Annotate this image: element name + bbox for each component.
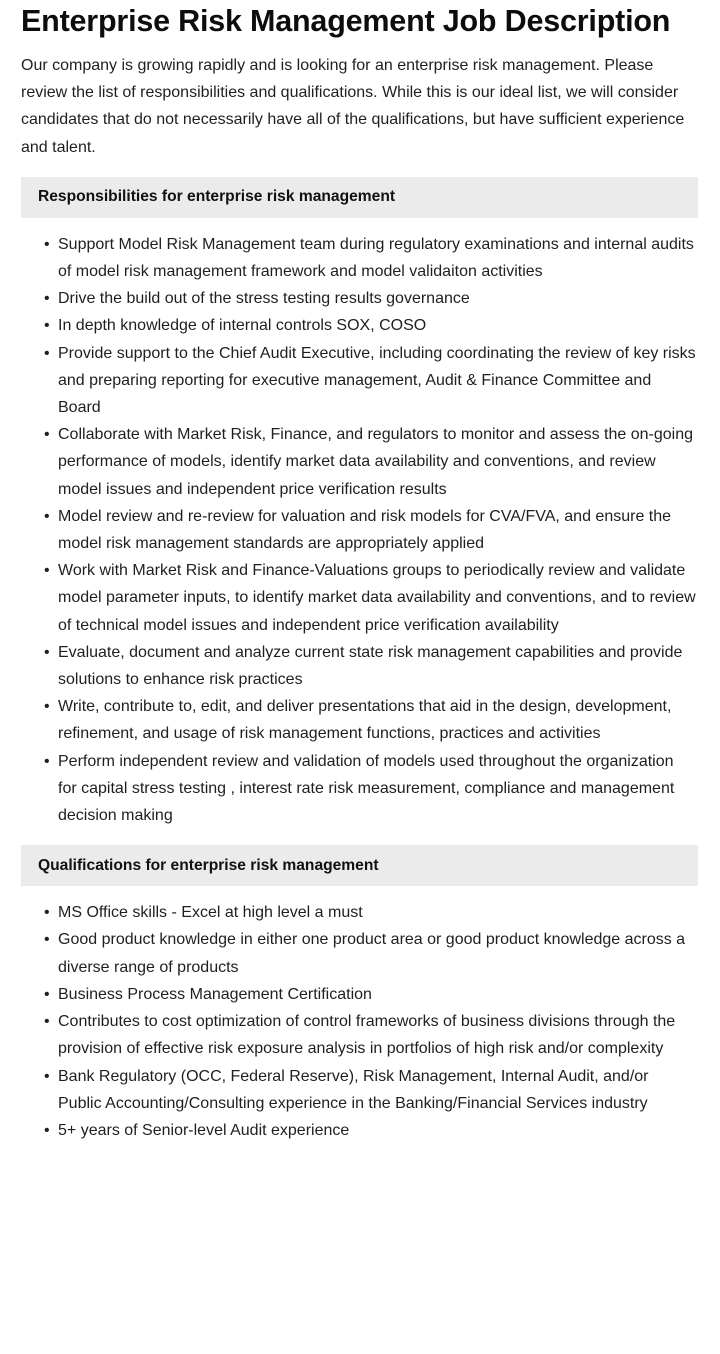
- list-item: • Write, contribute to, edit, and deliver presentations that aid in the design, development, refinement, and usage of risk management functions, practices and activities: [58, 693, 696, 747]
- list-item: • Drive the build out of the stress testing results governance: [58, 285, 696, 312]
- list-item: • Model review and re-review for valuation and risk models for CVA/FVA, and ensure the model risk management standards are appropriately applied: [58, 503, 696, 557]
- responsibilities-list: [0, 218, 720, 829]
- list-item: • Provide support to the Chief Audit Executive, including coordinating the review of key risks and preparing reporting for executive management, Audit & Finance Committee and Board: [58, 340, 696, 422]
- list-item: • Good product knowledge in either one product area or good product knowledge across a diverse range of products: [58, 926, 696, 980]
- responsibilities-section-header: [21, 177, 698, 218]
- list-item: • Contributes to cost optimization of control frameworks of business divisions through the provision of effective risk exposure analysis in portfolios of high risk and/or complexity: [58, 1008, 696, 1062]
- page-title: Enterprise Risk Management Job Description: [21, 4, 671, 38]
- list-item: • Bank Regulatory (OCC, Federal Reserve), Risk Management, Internal Audit, and/or Public Accounting/Consulting experience in the Banking/Financial Services industry: [58, 1063, 696, 1117]
- qualifications-header-label: Qualifications for enterprise risk management: [38, 856, 379, 874]
- responsibilities-section: [0, 177, 720, 829]
- intro-paragraph: Our company is growing rapidly and is looking for an enterprise risk management. Please review the list of responsibilities and qualifications. While this is our ideal list, we will consider candidates that do not necessarily have all of the qualifications, but have sufficient experience and talent.: [21, 57, 685, 156]
- list-item: • MS Office skills - Excel at high level a must: [58, 899, 696, 926]
- list-item: • In depth knowledge of internal controls SOX, COSO: [58, 312, 696, 339]
- list-item: • Evaluate, document and analyze current state risk management capabilities and provide solutions to enhance risk practices: [58, 639, 696, 693]
- qualifications-list: [0, 886, 720, 1144]
- qualifications-section: [0, 845, 720, 1144]
- qualifications-section-header: [21, 845, 698, 886]
- list-item: • Support Model Risk Management team during regulatory examinations and internal audits of model risk management framework and model validaiton activities: [58, 231, 696, 285]
- list-item: • Work with Market Risk and Finance-Valuations groups to periodically review and validate model parameter inputs, to identify market data availability and conventions, and to review of technical model issues and independent price verification availability: [58, 557, 696, 639]
- list-item: • Collaborate with Market Risk, Finance, and regulators to monitor and assess the on-going performance of models, identify market data availability and conventions, and review model issues and independent price verification results: [58, 421, 696, 503]
- list-item: • Perform independent review and validation of models used throughout the organization for capital stress testing , interest rate risk measurement, compliance and management decision making: [58, 748, 696, 830]
- list-item: • 5+ years of Senior-level Audit experience: [58, 1117, 696, 1144]
- responsibilities-header-label: Responsibilities for enterprise risk management: [38, 188, 396, 206]
- list-item: • Business Process Management Certification: [58, 981, 696, 1008]
